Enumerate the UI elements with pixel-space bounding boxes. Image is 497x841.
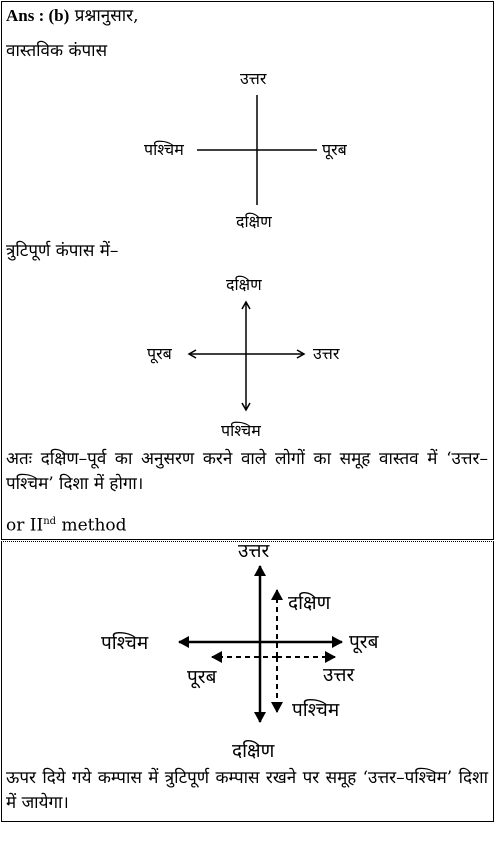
combined-north-label: उत्तर (238, 540, 270, 562)
conclusion-method-2: ऊपर दिये गये कम्पास में त्रुटिपूर्ण कम्पास रखने पर समूह ‘उत्तर–पश्चिम’ दिशा में जायेगा। (6, 768, 488, 813)
answer-label: Ans : (b) (6, 6, 70, 25)
combined-west-label: पश्चिम (101, 632, 149, 654)
heading-actual-compass: वास्तविक कंपास (6, 41, 108, 61)
actual-east-label: पूरब (322, 140, 347, 159)
combined-east-label: पूरब (349, 631, 379, 653)
combined-dashed-left-label: पूरब (187, 666, 217, 688)
actual-north-label: उत्तर (240, 69, 267, 88)
method-or-text: or II (6, 515, 44, 536)
faulty-bottom-label: पश्चिम (221, 421, 261, 440)
actual-west-label: पश्चिम (144, 140, 184, 159)
faulty-left-label: पूरब (147, 344, 172, 363)
conclusion-method-1: अतः दक्षिण–पूर्व का अनुसरण करने वाले लोगों का समूह वास्तव में ‘उत्तर–पश्चिम’ दिशा में होगा। (6, 449, 488, 494)
combined-south-label: दक्षिण (232, 740, 275, 762)
faulty-top-label: दक्षिण (226, 275, 262, 294)
method-word: method (61, 515, 127, 536)
faulty-right-label: उत्तर (313, 344, 340, 363)
answer-intro: प्रश्नानुसार, (74, 6, 139, 26)
combined-dashed-right-label: उत्तर (323, 664, 355, 686)
combined-dashed-top-label: दक्षिण (288, 592, 331, 614)
combined-dashed-bottom-label: पश्चिम (292, 699, 340, 721)
method-superscript: nd (43, 516, 57, 527)
heading-faulty-compass: त्रुटिपूर्ण कंपास में– (6, 241, 119, 261)
actual-south-label: दक्षिण (236, 212, 272, 231)
